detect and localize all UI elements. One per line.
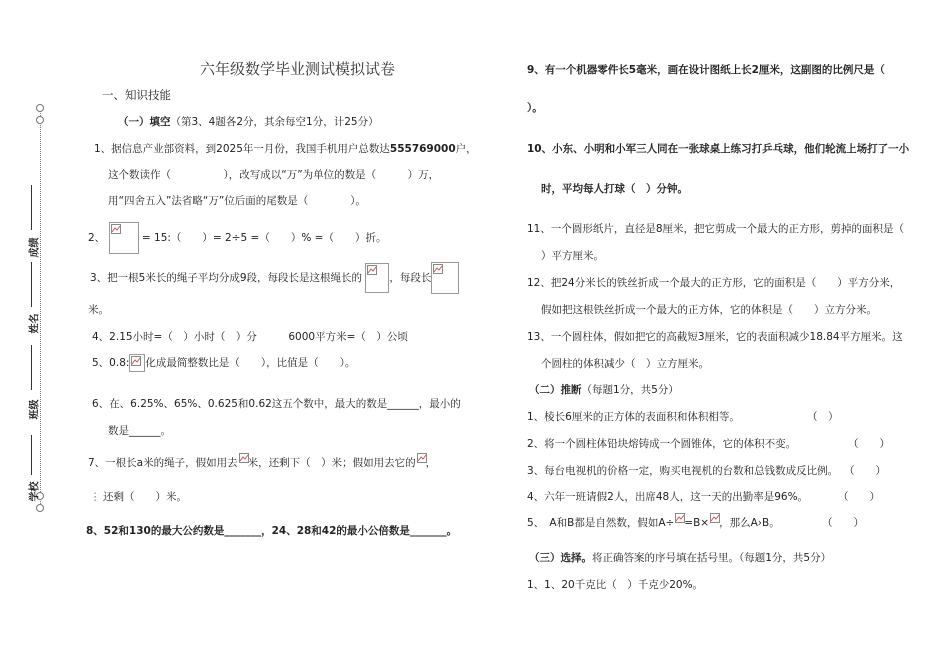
question-12-line1: 12、把24分米长的铁丝折成一个最大的正方形，它的面积是（ ）平方分米， [527,277,901,289]
question-11-line2: ）平方厘米。 [541,250,604,262]
answer-paren: （ ） [822,517,864,529]
number-value: 555769000 [389,143,456,155]
fraction-image-icon [709,512,719,534]
question-10-line2: 时，平均每人打球（ ）分钟。 [541,183,688,195]
question-text: 7、一根长a米的绳子，假如用去 [88,457,238,469]
question-12-line2: 假如把这根铁丝折成一个最大的正方体，它的体积是（ ）立方分米。 [541,304,877,316]
question-9-line1: 9、有一个机器零件长5毫米，画在设计图纸上长2厘米，这副图的比例尺是（ [527,64,885,76]
question-text: ，那么A›B。 [719,517,780,529]
fraction-image-icon [674,512,684,534]
question-6-line1: 6、在、6.25%、65%、0.625和0.62这五个数中，最大的数是______，最小的 [92,398,461,410]
binding-hole [36,116,44,124]
part-note: 将正确答案的序号填在括号里。（每题1分，共5分） [592,552,832,564]
question-10-line1: 10、小东、小明和小军三人同在一张球桌上练习打乒乓球，他们轮流上场打了一小 [527,143,910,155]
fraction-image-icon [431,262,459,294]
question-text: = 15:（ ）= 2÷5 =（ ）% =（ ）折。 [141,232,387,244]
tf-question-3: 3、每台电视机的价格一定，购买电视机的台数和总钱数成反比例。 [527,465,839,477]
part-label: （一）填空 [118,116,171,128]
tf-question-1: 1、棱长6厘米的正方体的表面积和体积相等。 [527,411,740,423]
answer-paren: （ ） [844,465,886,477]
question-text: ，每段长 [389,272,432,284]
question-7-line2: 还剩（ ）米。 [103,491,187,503]
mc-question-1: 1、1、20千克比（ ）千克少20%。 [527,579,704,591]
question-4: 4、2.15小时=（ ）小时（ ）分 6000平方米=（ ）公顷 [92,331,408,343]
section-heading: 一、知识技能 [102,88,171,102]
tf-question-4: 4、六年一班请假2人，出席48人，这一天的出勤率是96%。 [527,491,809,503]
question-text: 5、0.8: [92,357,130,369]
question-text: 化成最简整数比是（ ），比值是（ ）。 [145,357,356,369]
fraction-image-icon [109,222,139,254]
tf-question-5 [527,512,780,534]
class-label: 班级 [29,399,41,420]
part-heading [118,115,379,129]
question-text: 米，还剩下（ ）米；假如用去它的 [247,457,416,469]
answer-paren: （ ） [848,438,890,450]
question-11-line1: 11、一个圆形纸片，直径是8厘米，把它剪成一个最大的正方形，剪掉的面积是（ [527,223,905,235]
question-1-line3: 用“四舍五入”法省略“万”位后面的尾数是（ ）。 [108,195,367,207]
line-marker: ⋮ [90,491,101,503]
school-blank-line [31,435,33,475]
question-2 [88,222,386,254]
question-3-line2: 米。 [88,304,109,316]
part-heading [529,383,679,397]
question-8: 8、52和130的最大公约数是_______，24、28和42的最小公倍数是_______。 [86,525,458,537]
name-label: 姓名 [29,313,41,334]
question-text: 3、把一根5米长的绳子平均分成9段，每段长是这根绳长的 [90,272,363,284]
question-number: 2、 [88,232,106,244]
question-text: 户， [455,143,477,155]
question-text: 1、据信息产业部资料，到2025年一月份，我国手机用户总数达 [94,143,390,155]
answer-paren: （ ） [838,491,880,503]
tf-question-2: 2、将一个圆柱体铅块熔铸成一个圆锥体，它的体积不变。 [527,438,797,450]
question-text: 5、 A和B都是自然数，假如A÷ [527,517,675,529]
binding-hole [36,104,44,112]
answer-paren: （ ） [807,411,839,423]
question-13-line2: 个圆柱的体积减少（ ）立方厘米。 [541,358,709,370]
part-note: （第3、4题各2分，其余每空1分，计25分） [170,116,379,128]
question-text: ， [425,457,437,469]
class-blank-line [31,345,33,390]
score-blank-line [31,185,33,230]
school-label: 学校 [29,481,41,502]
question-3 [90,262,459,294]
part-heading [529,551,831,565]
page-title: 六年级数学毕业测试模拟试卷 [200,60,396,78]
question-6-line2: 数是______。 [108,425,171,437]
score-label: 成绩 [29,237,41,258]
fraction-image-icon [416,452,426,474]
fraction-image-icon [238,452,248,474]
question-text: =B× [684,517,710,529]
question-5 [92,354,355,372]
question-9-line2: ）。 [527,102,543,114]
part-label: （二）推断 [529,384,582,396]
fraction-image-icon [365,263,389,293]
fraction-image-icon [129,354,145,372]
question-13-line1: 13、一个圆柱体，假如把它的高截短3厘米，它的表面积减少18.84平方厘米。这 [527,331,903,343]
question-7 [88,452,436,474]
name-blank-line [31,262,33,307]
question-1-line2: 这个数读作（ ），改写成以“万”为单位的数是（ ）万， [108,169,440,181]
question-1 [94,142,477,156]
part-label: （三）选择。 [529,552,592,564]
part-note: （每题1分，共5分） [581,384,679,396]
